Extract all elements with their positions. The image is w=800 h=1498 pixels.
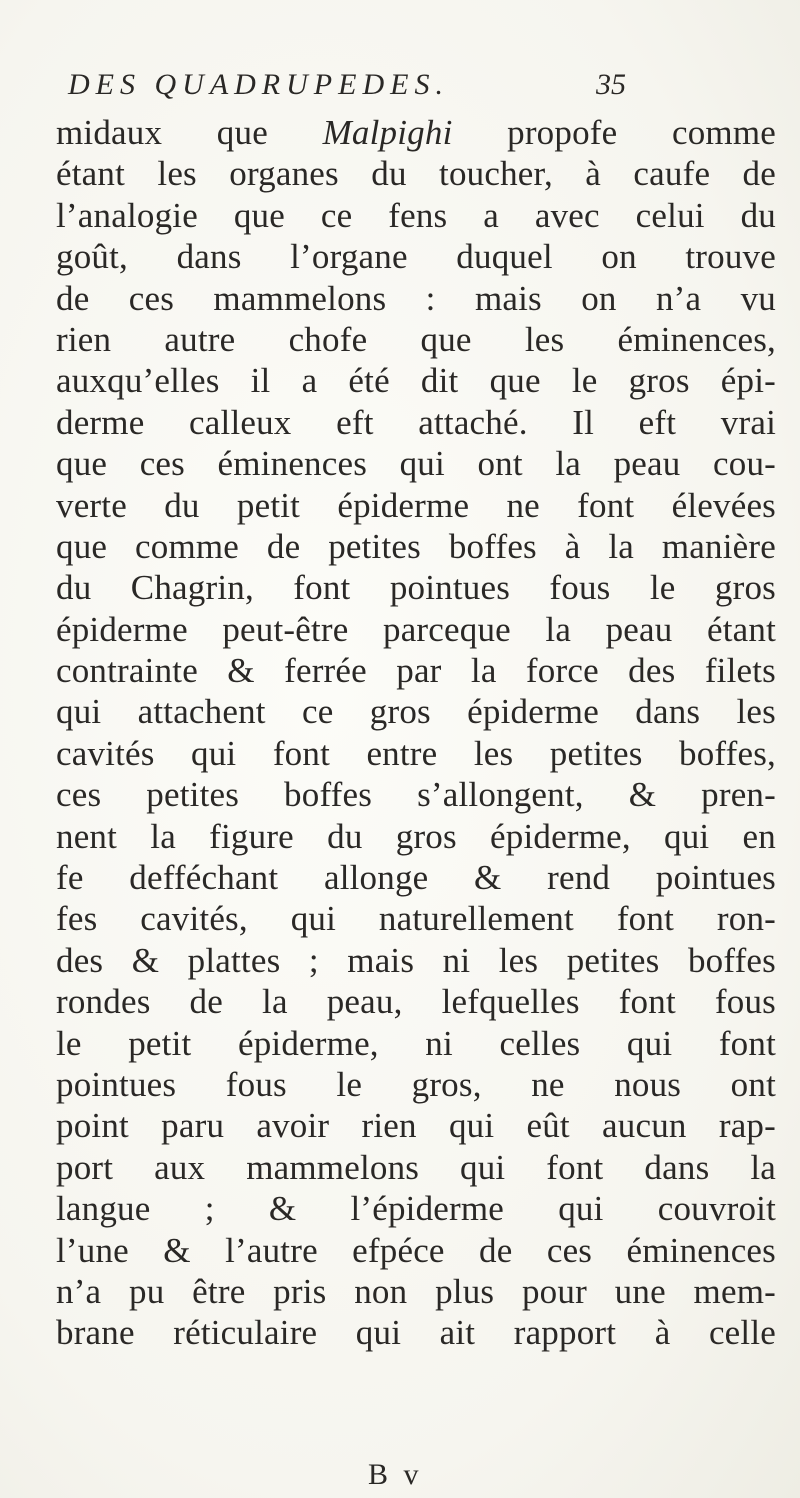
text-line: pointues fous le gros, ne nous ont (56, 1064, 776, 1104)
text-line: auxqu’elles il a été dit que le gros épi- (56, 361, 776, 401)
text-line: contrainte & ferrée par la force des filets (56, 651, 776, 691)
text-line: de ces mammelons : mais on n’a vu (56, 278, 776, 318)
text-line: l’une & l’autre efpéce de ces éminences (56, 1230, 776, 1270)
text-line: rien autre chofe que les éminences, (56, 319, 776, 359)
text-line: fe defféchant allonge & rend pointues (56, 858, 776, 898)
text-line: ces petites boffes s’allongent, & pren- (56, 775, 776, 815)
text-line: des & plattes ; mais ni les petites boffes (56, 940, 776, 980)
text-line: derme calleux eft attaché. Il eft vrai (56, 402, 776, 442)
text-line: port aux mammelons qui font dans la (56, 1147, 776, 1187)
text-line: du Chagrin, font pointues fous le gros (56, 568, 776, 608)
text-line: point paru avoir rien qui eût aucun rap- (56, 1106, 776, 1146)
text-line: étant les organes du toucher, à caufe de (56, 154, 776, 194)
text-line: cavités qui font entre les petites boffes, (56, 733, 776, 773)
text-line: nent la figure du gros épiderme, qui en (56, 816, 776, 856)
text-line: langue ; & l’épiderme qui couvroit (56, 1189, 776, 1229)
text-line: goût, dans l’organe duquel on trouve (56, 237, 776, 277)
text-line: épiderme peut-être parceque la peau étant (56, 609, 776, 649)
text-line: l’analogie que ce fens a avec celui du (56, 195, 776, 235)
text-line: n’a pu être pris non plus pour une mem- (56, 1271, 776, 1311)
body-text (56, 112, 776, 1354)
signature-mark: B v (368, 1458, 423, 1491)
text-line: brane réticulaire qui ait rapport à celle (56, 1313, 776, 1353)
text-line: verte du petit épiderme ne font élevées (56, 485, 776, 525)
running-head (68, 68, 768, 116)
text-line: qui attachent ce gros épiderme dans les (56, 692, 776, 732)
page-number: 35 (596, 68, 626, 101)
text-line: que ces éminences qui ont la peau cou- (56, 444, 776, 484)
text-line: le petit épiderme, ni celles qui font (56, 1023, 776, 1063)
text-line: que comme de petites boffes à la manière (56, 526, 776, 566)
running-title: DES QUADRUPEDES. (68, 68, 449, 101)
author-name: Malpighi (322, 113, 453, 152)
text-line: midaux que Malpighi propofe comme (56, 113, 776, 152)
text-line: rondes de la peau, lefquelles font fous (56, 982, 776, 1022)
text-line: fes cavités, qui naturellement font ron- (56, 899, 776, 939)
